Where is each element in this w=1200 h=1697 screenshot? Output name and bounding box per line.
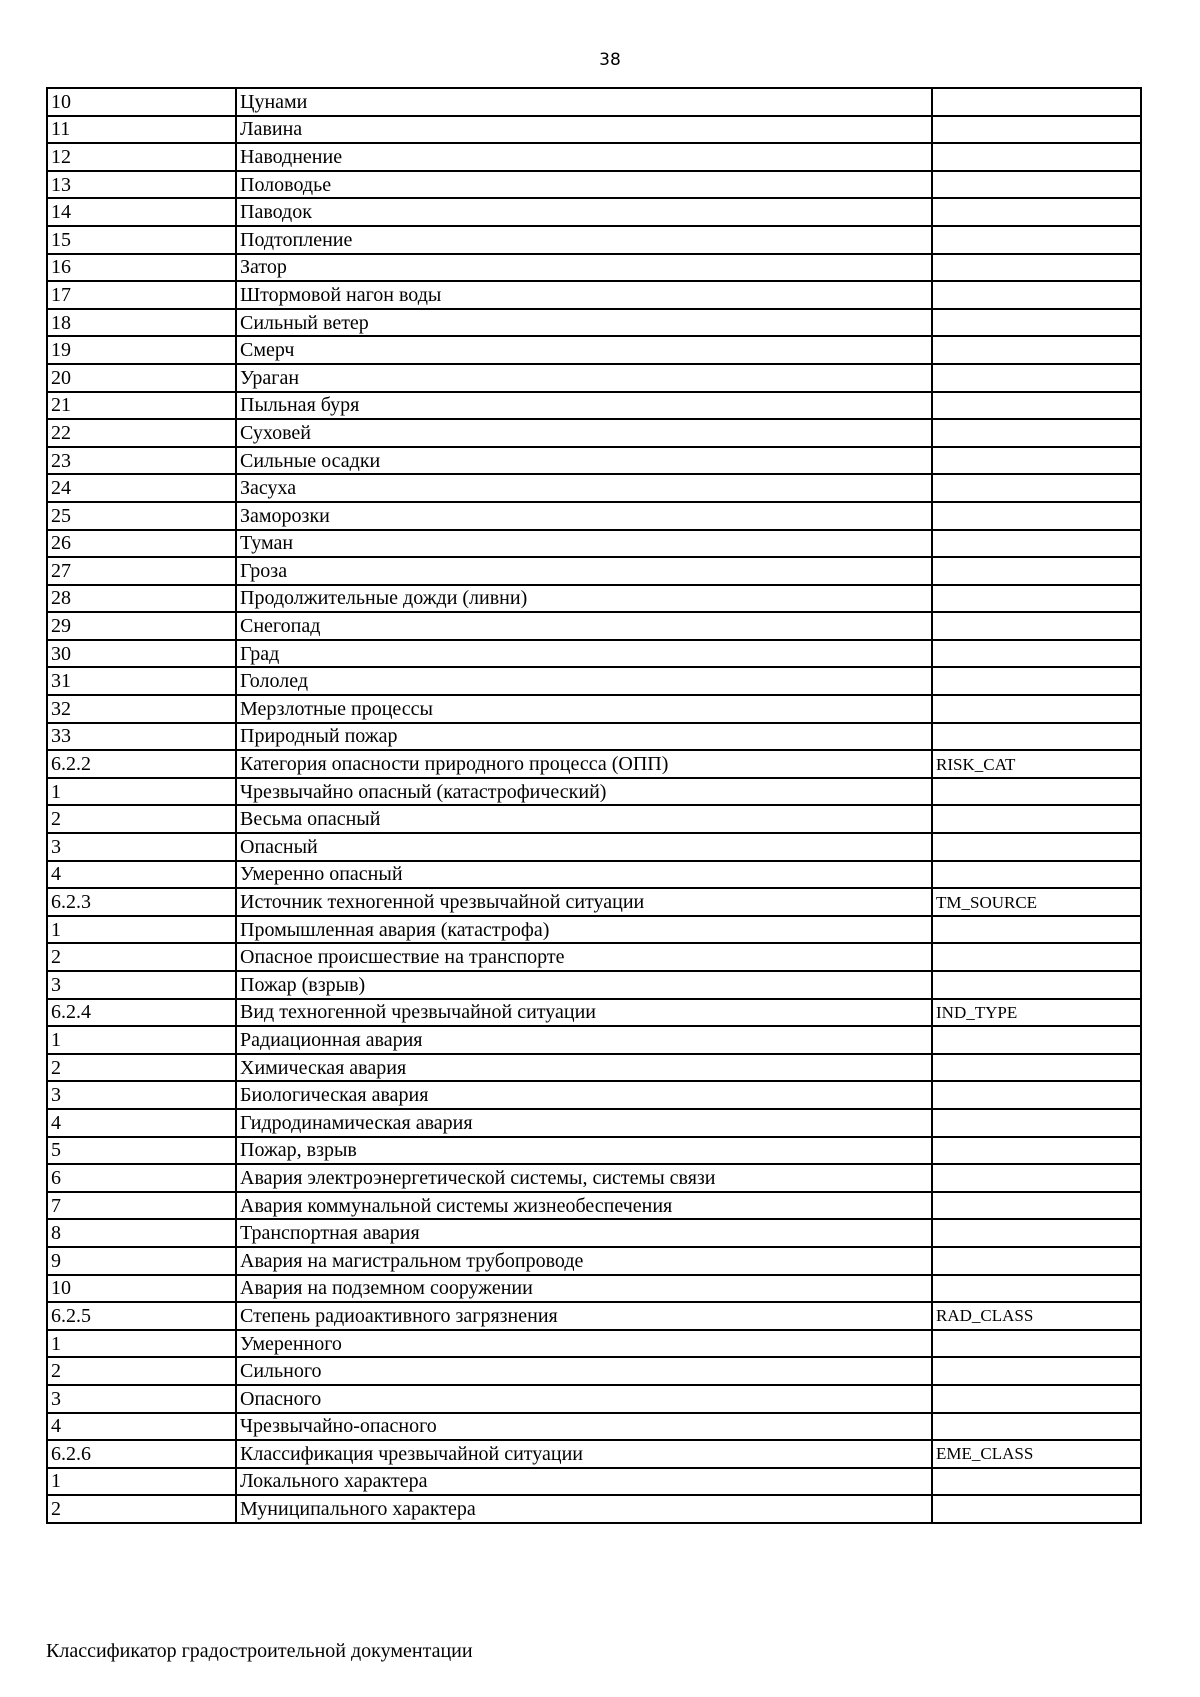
- field-name-cell: [932, 833, 1141, 861]
- code-cell: 32: [47, 695, 236, 723]
- code-cell: 23: [47, 447, 236, 475]
- name-cell: Продолжительные дожди (ливни): [236, 585, 932, 613]
- name-cell: Заморозки: [236, 502, 932, 530]
- field-name-cell: [932, 943, 1141, 971]
- field-name-cell: [932, 502, 1141, 530]
- table-row: [47, 557, 1141, 585]
- table-row: [47, 502, 1141, 530]
- code-cell: 17: [47, 281, 236, 309]
- field-name-cell: [932, 1109, 1141, 1137]
- name-cell: Радиационная авария: [236, 1026, 932, 1054]
- name-cell: Цунами: [236, 88, 932, 116]
- code-cell: 6.2.4: [47, 999, 236, 1027]
- table-row: [47, 1440, 1141, 1468]
- name-cell: Авария электроэнергетической системы, системы связи: [236, 1164, 932, 1192]
- table-row: [47, 1137, 1141, 1165]
- table-row: [47, 971, 1141, 999]
- name-cell: Химическая авария: [236, 1054, 932, 1082]
- table-row: [47, 447, 1141, 475]
- code-cell: 3: [47, 833, 236, 861]
- field-name-cell: [932, 1219, 1141, 1247]
- table-row: [47, 309, 1141, 337]
- field-name-cell: [932, 1081, 1141, 1109]
- field-name-cell: [932, 1026, 1141, 1054]
- field-name-cell: [932, 971, 1141, 999]
- code-cell: 6.2.2: [47, 750, 236, 778]
- field-name-cell: [932, 88, 1141, 116]
- code-cell: 3: [47, 1385, 236, 1413]
- table-row: [47, 1357, 1141, 1385]
- code-cell: 19: [47, 336, 236, 364]
- table-row: [47, 612, 1141, 640]
- name-cell: Умеренно опасный: [236, 861, 932, 889]
- name-cell: Затор: [236, 254, 932, 282]
- field-name-cell: [932, 364, 1141, 392]
- field-name-cell: [932, 1247, 1141, 1275]
- table-row: [47, 1495, 1141, 1523]
- field-name-cell: [932, 695, 1141, 723]
- page-number: 38: [599, 50, 621, 70]
- table-row: [47, 364, 1141, 392]
- classifier-table-body: [47, 88, 1141, 1523]
- name-cell: Сильного: [236, 1357, 932, 1385]
- field-name-cell: [932, 198, 1141, 226]
- code-cell: 14: [47, 198, 236, 226]
- name-cell: Источник техногенной чрезвычайной ситуации: [236, 888, 932, 916]
- code-cell: 5: [47, 1137, 236, 1165]
- name-cell: Снегопад: [236, 612, 932, 640]
- field-name-cell: [932, 1054, 1141, 1082]
- name-cell: Транспортная авария: [236, 1219, 932, 1247]
- field-name-cell: EME_CLASS: [932, 1440, 1141, 1468]
- field-name-cell: [932, 1413, 1141, 1441]
- table-row: [47, 336, 1141, 364]
- name-cell: Весьма опасный: [236, 805, 932, 833]
- table-row: [47, 888, 1141, 916]
- code-cell: 12: [47, 143, 236, 171]
- field-name-cell: [932, 116, 1141, 144]
- field-name-cell: [932, 419, 1141, 447]
- table-row: [47, 1247, 1141, 1275]
- name-cell: Авария коммунальной системы жизнеобеспечения: [236, 1192, 932, 1220]
- name-cell: Классификация чрезвычайной ситуации: [236, 1440, 932, 1468]
- name-cell: Паводок: [236, 198, 932, 226]
- field-name-cell: [932, 1330, 1141, 1358]
- name-cell: Степень радиоактивного загрязнения: [236, 1302, 932, 1330]
- field-name-cell: [932, 171, 1141, 199]
- field-name-cell: [932, 861, 1141, 889]
- name-cell: Подтопление: [236, 226, 932, 254]
- classifier-table: [46, 87, 1142, 1524]
- code-cell: 33: [47, 723, 236, 751]
- table-row: [47, 861, 1141, 889]
- field-name-cell: [932, 1164, 1141, 1192]
- field-name-cell: [932, 557, 1141, 585]
- field-name-cell: [932, 336, 1141, 364]
- code-cell: 6: [47, 1164, 236, 1192]
- name-cell: Умеренного: [236, 1330, 932, 1358]
- code-cell: 27: [47, 557, 236, 585]
- code-cell: 20: [47, 364, 236, 392]
- name-cell: Авария на подземном сооружении: [236, 1275, 932, 1303]
- name-cell: Туман: [236, 530, 932, 558]
- table-row: [47, 1164, 1141, 1192]
- field-name-cell: [932, 916, 1141, 944]
- name-cell: Суховей: [236, 419, 932, 447]
- field-name-cell: [932, 447, 1141, 475]
- table-row: [47, 116, 1141, 144]
- field-name-cell: [932, 254, 1141, 282]
- code-cell: 1: [47, 916, 236, 944]
- name-cell: Вид техногенной чрезвычайной ситуации: [236, 999, 932, 1027]
- table-row: [47, 1468, 1141, 1496]
- table-row: [47, 585, 1141, 613]
- field-name-cell: [932, 723, 1141, 751]
- name-cell: Половодье: [236, 171, 932, 199]
- code-cell: 18: [47, 309, 236, 337]
- code-cell: 11: [47, 116, 236, 144]
- table-row: [47, 1109, 1141, 1137]
- field-name-cell: [932, 1495, 1141, 1523]
- table-row: [47, 640, 1141, 668]
- code-cell: 10: [47, 88, 236, 116]
- document-footer: Классификатор градостроительной документации: [46, 1640, 473, 1662]
- code-cell: 4: [47, 861, 236, 889]
- code-cell: 4: [47, 1109, 236, 1137]
- table-row: [47, 1302, 1141, 1330]
- name-cell: Чрезвычайно опасный (катастрофический): [236, 778, 932, 806]
- code-cell: 9: [47, 1247, 236, 1275]
- field-name-cell: [932, 392, 1141, 420]
- code-cell: 21: [47, 392, 236, 420]
- code-cell: 6.2.6: [47, 1440, 236, 1468]
- table-row: [47, 1385, 1141, 1413]
- table-row: [47, 1413, 1141, 1441]
- name-cell: Промышленная авария (катастрофа): [236, 916, 932, 944]
- name-cell: Гроза: [236, 557, 932, 585]
- code-cell: 2: [47, 1054, 236, 1082]
- table-row: [47, 695, 1141, 723]
- field-name-cell: [932, 585, 1141, 613]
- table-row: [47, 1330, 1141, 1358]
- code-cell: 16: [47, 254, 236, 282]
- table-row: [47, 1054, 1141, 1082]
- table-row: [47, 1275, 1141, 1303]
- code-cell: 3: [47, 971, 236, 999]
- field-name-cell: [932, 1137, 1141, 1165]
- code-cell: 2: [47, 1495, 236, 1523]
- table-row: [47, 1081, 1141, 1109]
- code-cell: 13: [47, 171, 236, 199]
- table-row: [47, 723, 1141, 751]
- field-name-cell: [932, 640, 1141, 668]
- name-cell: Локального характера: [236, 1468, 932, 1496]
- table-row: [47, 999, 1141, 1027]
- name-cell: Засуха: [236, 474, 932, 502]
- code-cell: 3: [47, 1081, 236, 1109]
- field-name-cell: [932, 1385, 1141, 1413]
- name-cell: Пожар, взрыв: [236, 1137, 932, 1165]
- table-row: [47, 392, 1141, 420]
- field-name-cell: RAD_CLASS: [932, 1302, 1141, 1330]
- code-cell: 8: [47, 1219, 236, 1247]
- table-row: [47, 254, 1141, 282]
- field-name-cell: [932, 474, 1141, 502]
- name-cell: Категория опасности природного процесса (ОПП): [236, 750, 932, 778]
- field-name-cell: [932, 1275, 1141, 1303]
- field-name-cell: RISK_CAT: [932, 750, 1141, 778]
- name-cell: Гололед: [236, 667, 932, 695]
- field-name-cell: [932, 1357, 1141, 1385]
- table-row: [47, 778, 1141, 806]
- field-name-cell: [932, 226, 1141, 254]
- table-row: [47, 1026, 1141, 1054]
- name-cell: Штормовой нагон воды: [236, 281, 932, 309]
- table-row: [47, 419, 1141, 447]
- code-cell: 4: [47, 1413, 236, 1441]
- name-cell: Наводнение: [236, 143, 932, 171]
- field-name-cell: [932, 1468, 1141, 1496]
- code-cell: 29: [47, 612, 236, 640]
- field-name-cell: [932, 612, 1141, 640]
- table-row: [47, 1219, 1141, 1247]
- field-name-cell: [932, 530, 1141, 558]
- name-cell: Опасного: [236, 1385, 932, 1413]
- name-cell: Лавина: [236, 116, 932, 144]
- name-cell: Авария на магистральном трубопроводе: [236, 1247, 932, 1275]
- table-row: [47, 667, 1141, 695]
- name-cell: Природный пожар: [236, 723, 932, 751]
- field-name-cell: [932, 281, 1141, 309]
- table-row: [47, 833, 1141, 861]
- table-row: [47, 88, 1141, 116]
- name-cell: Смерч: [236, 336, 932, 364]
- table-row: [47, 805, 1141, 833]
- code-cell: 2: [47, 1357, 236, 1385]
- field-name-cell: [932, 778, 1141, 806]
- table-row: [47, 281, 1141, 309]
- code-cell: 6.2.5: [47, 1302, 236, 1330]
- field-name-cell: [932, 143, 1141, 171]
- name-cell: Мерзлотные процессы: [236, 695, 932, 723]
- table-row: [47, 916, 1141, 944]
- code-cell: 15: [47, 226, 236, 254]
- name-cell: Биологическая авария: [236, 1081, 932, 1109]
- code-cell: 25: [47, 502, 236, 530]
- table-row: [47, 198, 1141, 226]
- table-row: [47, 226, 1141, 254]
- table-row: [47, 530, 1141, 558]
- name-cell: Пыльная буря: [236, 392, 932, 420]
- name-cell: Опасный: [236, 833, 932, 861]
- code-cell: 31: [47, 667, 236, 695]
- table-row: [47, 171, 1141, 199]
- code-cell: 1: [47, 1468, 236, 1496]
- name-cell: Опасное происшествие на транспорте: [236, 943, 932, 971]
- field-name-cell: [932, 309, 1141, 337]
- field-name-cell: [932, 805, 1141, 833]
- code-cell: 24: [47, 474, 236, 502]
- code-cell: 1: [47, 1026, 236, 1054]
- table-row: [47, 474, 1141, 502]
- name-cell: Град: [236, 640, 932, 668]
- name-cell: Сильный ветер: [236, 309, 932, 337]
- name-cell: Муниципального характера: [236, 1495, 932, 1523]
- table-row: [47, 943, 1141, 971]
- name-cell: Гидродинамическая авария: [236, 1109, 932, 1137]
- code-cell: 28: [47, 585, 236, 613]
- name-cell: Сильные осадки: [236, 447, 932, 475]
- code-cell: 2: [47, 943, 236, 971]
- field-name-cell: TM_SOURCE: [932, 888, 1141, 916]
- code-cell: 1: [47, 778, 236, 806]
- field-name-cell: [932, 667, 1141, 695]
- code-cell: 1: [47, 1330, 236, 1358]
- name-cell: Ураган: [236, 364, 932, 392]
- table-row: [47, 1192, 1141, 1220]
- table-row: [47, 750, 1141, 778]
- table-row: [47, 143, 1141, 171]
- code-cell: 6.2.3: [47, 888, 236, 916]
- code-cell: 2: [47, 805, 236, 833]
- code-cell: 10: [47, 1275, 236, 1303]
- name-cell: Пожар (взрыв): [236, 971, 932, 999]
- code-cell: 7: [47, 1192, 236, 1220]
- name-cell: Чрезвычайно-опасного: [236, 1413, 932, 1441]
- code-cell: 30: [47, 640, 236, 668]
- field-name-cell: IND_TYPE: [932, 999, 1141, 1027]
- code-cell: 26: [47, 530, 236, 558]
- code-cell: 22: [47, 419, 236, 447]
- field-name-cell: [932, 1192, 1141, 1220]
